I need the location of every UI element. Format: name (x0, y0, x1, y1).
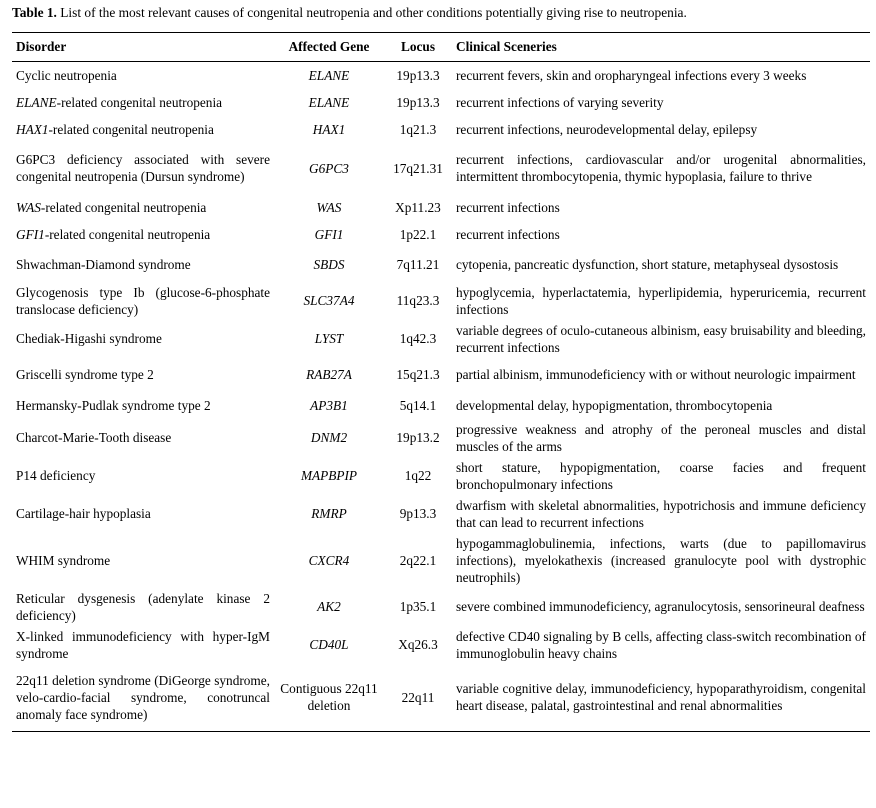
disorder-text: X-linked immunodeficiency with hyper-IgM syndrome (16, 628, 270, 661)
table-row (12, 533, 870, 588)
cell-disorder (12, 392, 274, 419)
cell-disorder (12, 248, 274, 282)
table-row (12, 194, 870, 221)
cell-disorder (12, 62, 274, 89)
caption-text: List of the most relevant causes of congenital neutropenia and other conditions potentially giving rise to neutropenia. (56, 5, 687, 20)
cell-clinical-sceneries: dwarfism with skeletal abnormalities, hypotrichosis and immune deficiency that can lead to recurrent infections (456, 497, 866, 530)
cell-locus: 19p13.2 (396, 430, 440, 445)
table-row (12, 62, 870, 89)
cell-disorder (12, 194, 274, 221)
cell-clinical-sceneries: recurrent infections (456, 226, 560, 242)
cell-clinical-sceneries: recurrent infections, neurodevelopmental delay, epilepsy (456, 121, 758, 137)
table-row (12, 89, 870, 116)
cell-clinical-sceneries: recurrent fevers, skin and oropharyngeal infections every 3 weeks (456, 67, 807, 83)
cell-clinical-sceneries: progressive weakness and atrophy of the peroneal muscles and distal muscles of the arms (456, 421, 866, 454)
cell-clinical-sceneries: developmental delay, hypopigmentation, thrombocytopenia (456, 397, 773, 413)
cell-affected-gene: WAS (316, 199, 342, 215)
disorder-text: Charcot-Marie-Tooth disease (16, 430, 172, 445)
cell-locus: 1q21.3 (399, 121, 437, 137)
cell-affected-gene: GFI1 (314, 226, 344, 242)
cell-locus: 7q11.21 (396, 257, 440, 272)
table-row (12, 457, 870, 495)
disorder-text: WHIM syndrome (16, 552, 111, 568)
cell-locus: 1p22.1 (399, 226, 437, 242)
header-disorder: Disorder (12, 33, 274, 62)
cell-locus: 1q42.3 (399, 331, 437, 346)
cell-affected-gene: G6PC3 (309, 160, 349, 176)
disorder-text: -related congenital neutropenia (48, 121, 214, 137)
disorder-text: -related congenital neutropenia (56, 94, 223, 110)
cell-affected-gene: ELANE (308, 67, 350, 83)
cell-disorder (12, 143, 274, 194)
cell-clinical-sceneries: recurrent infections, cardiovascular and/or urogenital abnormalities, intermittent thrombocytopenia, thymic hypoplasia, failure to thrive (456, 152, 866, 184)
cell-clinical-sceneries: short stature, hypopigmentation, coarse facies and frequent bronchopulmonary infections (456, 459, 866, 492)
cell-disorder (12, 221, 274, 248)
disorder-text: Shwachman-Diamond syndrome (16, 257, 191, 272)
caption-label: Table 1. (12, 5, 57, 20)
cell-clinical-sceneries: cytopenia, pancreatic dysfunction, short stature, metaphyseal dysostosis (456, 257, 839, 272)
cell-locus: 9p13.3 (399, 506, 437, 521)
cell-locus: 5q14.1 (399, 397, 437, 413)
cell-affected-gene: ELANE (308, 94, 350, 110)
disorder-gene-prefix: HAX1 (16, 121, 49, 137)
header-affected-gene: Affected Gene (274, 33, 384, 62)
cell-locus: 19p13.3 (396, 67, 440, 83)
cell-locus: Xp11.23 (395, 199, 441, 215)
disorder-text: Griscelli syndrome type 2 (16, 367, 154, 382)
cell-locus: Xq26.3 (398, 637, 438, 652)
disorder-text: -related congenital neutropenia (40, 199, 207, 215)
cell-affected-gene: SLC37A4 (303, 293, 355, 308)
table-row (12, 626, 870, 664)
disorder-text: Hermansky-Pudlak syndrome type 2 (16, 397, 211, 413)
cell-disorder (12, 664, 274, 732)
table-row (12, 248, 870, 282)
cell-clinical-sceneries: variable cognitive delay, immunodeficiency, hypoparathyroidism, congenital heart disease, palatal, gastrointestinal and renal abnormalities (452, 664, 870, 732)
table-row (12, 221, 870, 248)
disorder-text: G6PC3 deficiency associated with severe congenital neutropenia (Dursun syndrome) (16, 152, 270, 184)
table-row (12, 392, 870, 419)
cell-locus: 1q22 (404, 468, 432, 483)
disorder-text: P14 deficiency (16, 468, 96, 483)
cell-disorder (12, 116, 274, 143)
cell-disorder (12, 419, 274, 457)
disorder-text: Glycogenosis type Ib (glucose-6-phosphate translocase deficiency) (16, 284, 270, 317)
cell-clinical-sceneries: hypoglycemia, hyperlactatemia, hyperlipidemia, hyperuricemia, recurrent infections (456, 284, 866, 317)
disorder-text: Cartilage-hair hypoplasia (16, 506, 151, 521)
cell-affected-gene: AK2 (317, 599, 341, 614)
table-row (12, 588, 870, 626)
cell-disorder (12, 588, 274, 626)
neutropenia-table (12, 32, 870, 732)
cell-disorder (12, 89, 274, 116)
cell-affected-gene: MAPBPIP (300, 468, 358, 483)
cell-locus: 19p13.3 (396, 94, 440, 110)
cell-disorder (12, 533, 274, 588)
table-row (12, 664, 870, 732)
header-locus: Locus (384, 33, 452, 62)
disorder-gene-prefix: GFI1 (16, 226, 45, 242)
disorder-text: Chediak-Higashi syndrome (16, 331, 162, 346)
cell-affected-gene: SBDS (313, 257, 345, 272)
cell-disorder (12, 495, 274, 533)
cell-locus: 11q23.3 (396, 293, 440, 308)
cell-clinical-sceneries: partial albinism, immunodeficiency with or without neurologic impairment (456, 367, 856, 382)
disorder-gene-prefix: ELANE (16, 94, 57, 110)
cell-affected-gene: CXCR4 (308, 552, 350, 568)
cell-affected-gene: LYST (314, 331, 344, 346)
cell-affected-gene: CD40L (309, 637, 349, 652)
cell-clinical-sceneries: severe combined immunodeficiency, agranulocytosis, sensorineural deafness (456, 599, 865, 614)
disorder-text: Cyclic neutropenia (16, 67, 117, 83)
table-row (12, 320, 870, 358)
cell-clinical-sceneries: recurrent infections of varying severity (456, 94, 664, 110)
table-row (12, 116, 870, 143)
cell-locus: 15q21.3 (396, 367, 440, 382)
cell-clinical-sceneries: defective CD40 signaling by B cells, affecting class-switch recombination of immunoglobulin heavy chains (456, 628, 866, 661)
table-row (12, 143, 870, 194)
disorder-text: Reticular dysgenesis (adenylate kinase 2 deficiency) (16, 590, 270, 623)
cell-disorder (12, 320, 274, 358)
disorder-gene-prefix: WAS (16, 199, 41, 215)
cell-disorder (12, 358, 274, 392)
cell-affected-gene: AP3B1 (310, 397, 348, 413)
cell-affected-gene: HAX1 (312, 121, 346, 137)
cell-affected-gene: Contiguous 22q11 deletion (274, 664, 384, 732)
cell-disorder (12, 282, 274, 320)
cell-affected-gene: RMRP (311, 506, 347, 521)
cell-affected-gene: DNM2 (310, 430, 348, 445)
cell-locus: 22q11 (384, 664, 452, 732)
cell-locus: 2q22.1 (399, 552, 437, 568)
cell-clinical-sceneries: variable degrees of oculo-cutaneous albinism, easy bruisability and bleeding, recurrent infections (456, 322, 866, 355)
header-row (12, 33, 870, 62)
cell-locus: 1p35.1 (399, 599, 437, 614)
cell-clinical-sceneries: hypogammaglobulinemia, infections, warts (due to papillomavirus infections), myelokathexis (increased granulocyte pool with dystrophic neutrophils) (456, 535, 866, 585)
header-clinical-sceneries: Clinical Sceneries (452, 33, 870, 62)
table-row (12, 495, 870, 533)
table-row (12, 282, 870, 320)
cell-affected-gene: RAB27A (306, 367, 352, 382)
table-row (12, 358, 870, 392)
cell-locus: 17q21.31 (393, 160, 443, 176)
table-caption (12, 5, 687, 21)
cell-disorder (12, 457, 274, 495)
cell-disorder (12, 626, 274, 664)
disorder-text: 22q11 deletion syndrome (DiGeorge syndrome, velo-cardio-facial syndrome, conotruncal anomaly face syndrome) (16, 672, 270, 722)
table-body (12, 62, 870, 732)
table-row (12, 419, 870, 457)
disorder-text: -related congenital neutropenia (44, 226, 211, 242)
cell-clinical-sceneries: recurrent infections (456, 199, 560, 215)
